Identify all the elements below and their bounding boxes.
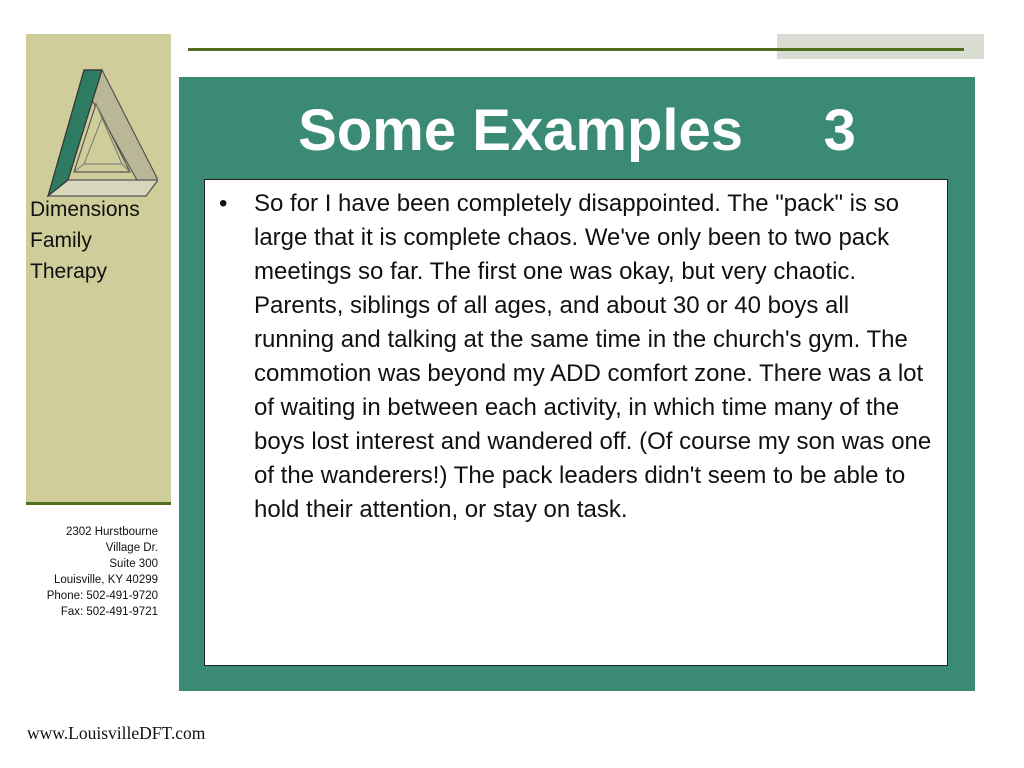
address-line: Louisville, KY 40299 (54, 574, 158, 586)
phone-line: Phone: 502-491-9720 (46, 590, 158, 602)
slide-title: Some Examples 3 (298, 98, 856, 163)
organization-name-line: Dimensions (30, 198, 140, 221)
organization-name (30, 194, 140, 287)
impossible-triangle-logo-icon (40, 68, 158, 210)
fax-line: Fax: 502-491-9721 (60, 606, 158, 618)
header-accent-rule (777, 48, 964, 51)
organization-name-line: Therapy (30, 260, 108, 283)
address-line: 2302 Hurstbourne (65, 526, 158, 538)
header-accent-block (777, 34, 984, 59)
organization-name-line: Family (30, 229, 92, 252)
contact-address (20, 524, 158, 620)
website-url: www.LouisvilleDFT.com (27, 723, 206, 743)
bullet-glyph: • (219, 190, 228, 217)
content-box (204, 179, 948, 666)
address-line: Suite 300 (109, 558, 158, 570)
bullet-text: So for I have been completely disappointed. The "pack" is so large that it is complete chaos. We've only been to two pack meetings so far. The first one was okay, but very chaotic. Parents, siblings of all ages, and about 30 or 40 boys all running and talking at the same time in the church's gym. The commotion was beyond my ADD comfort zone. There was a lot of waiting in between each activity, in which time many of the boys lost interest and wandered off. (Of course my son was one of the wanderers!) The pack leaders didn't seem to be able to hold their attention, or stay on task. (254, 190, 932, 523)
sidebar (26, 34, 171, 505)
address-line: Village Dr. (105, 542, 158, 554)
